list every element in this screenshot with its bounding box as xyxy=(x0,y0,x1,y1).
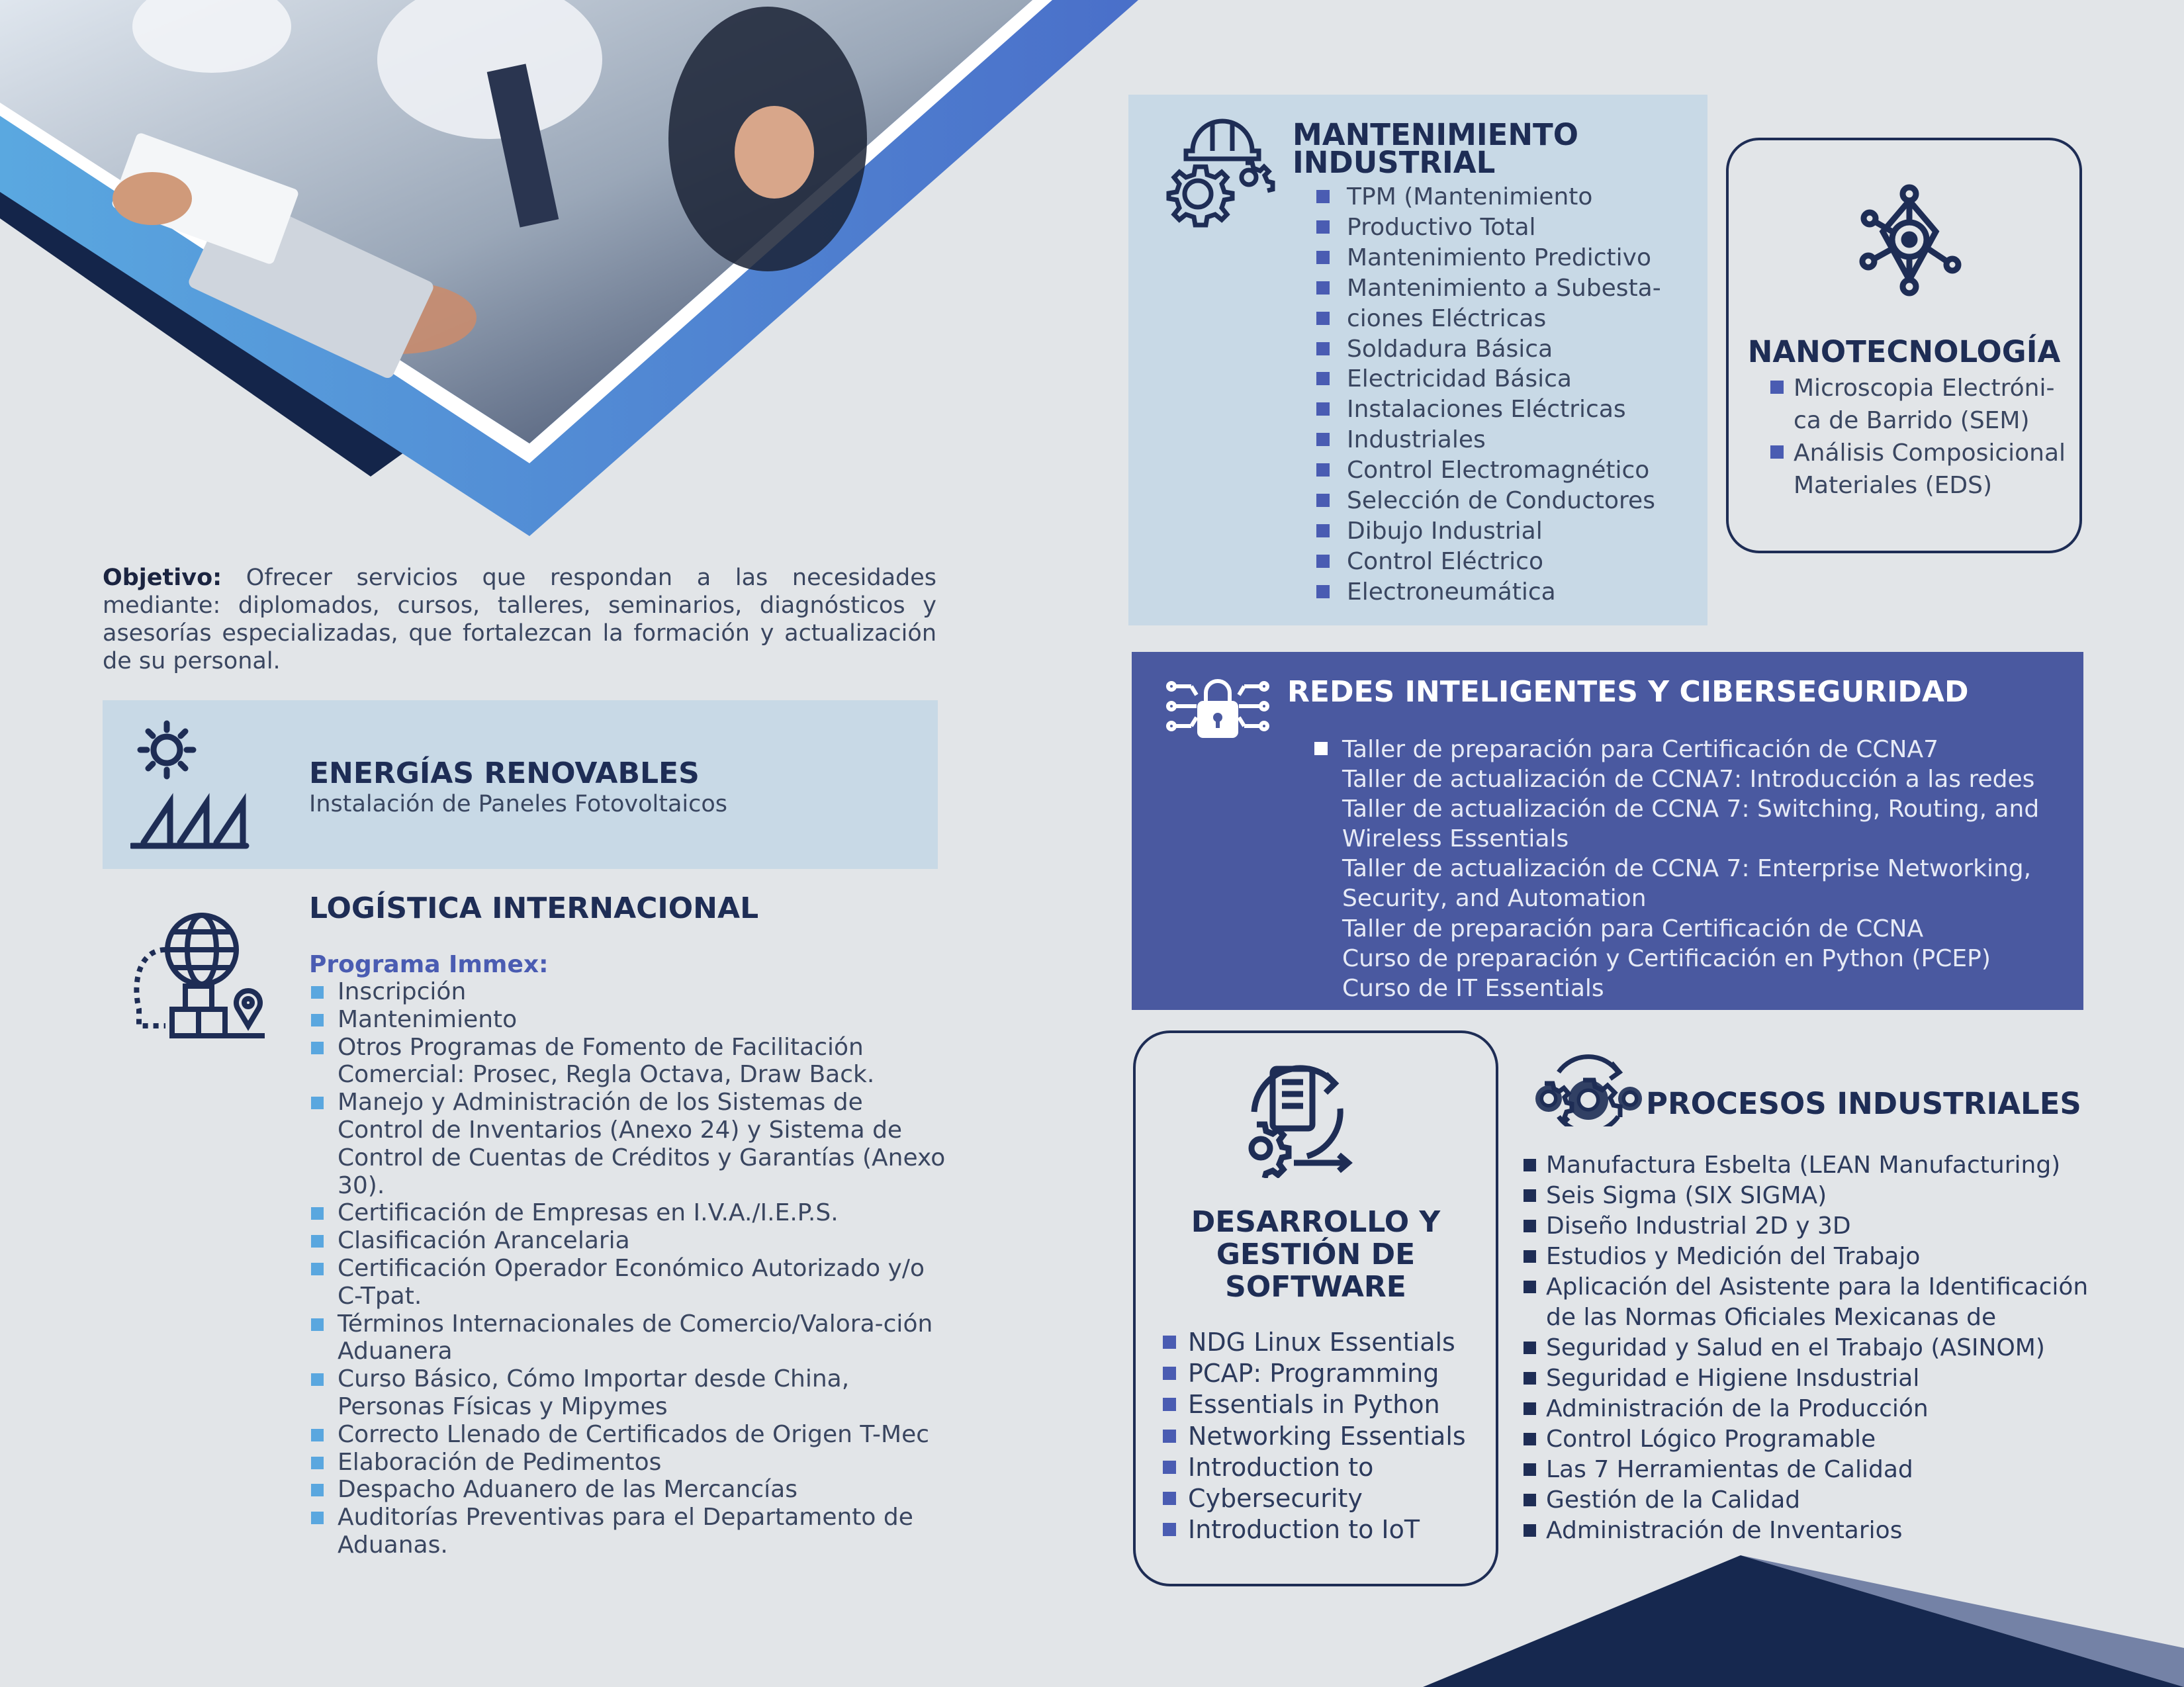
list-item: Networking Essentials xyxy=(1188,1421,1499,1452)
molecule-icon xyxy=(1856,182,1962,298)
helmet-gears-icon xyxy=(1166,111,1275,230)
list-item: Certificación de Empresas en I.V.A./I.E.P.S. xyxy=(311,1199,946,1227)
redes-title: REDES INTELIGENTES Y CIBERSEGURIDAD xyxy=(1287,675,1969,709)
list-item: de las Normas Oficiales Mexicanas de xyxy=(1546,1304,1997,1331)
list-item: Curso de IT Essentials xyxy=(1342,974,1604,1002)
header-photo-graphic xyxy=(0,0,1257,543)
procesos-list xyxy=(1546,1150,2089,1546)
list-item: Manufactura Esbelta (LEAN Manufacturing) xyxy=(1546,1150,2089,1181)
desarrollo-title-line1: DESARROLLO Y xyxy=(1191,1205,1441,1239)
list-item: Curso Básico, Cómo Importar desde China, Personas Físicas y Mipymes xyxy=(311,1365,946,1421)
list-item: Taller de preparación para Certificación de CCNA7 xyxy=(1342,735,2070,764)
list-item: Curso de preparación y Certificación en Python (PCEP) xyxy=(1342,944,1991,972)
list-item: Mantenimiento Predictivo xyxy=(1347,243,1704,273)
list-item: Introduction to IoT xyxy=(1188,1514,1499,1545)
list-item: Microscopia Electróni- xyxy=(1794,372,2078,404)
mantenimiento-title-line2: INDUSTRIAL xyxy=(1293,145,1496,180)
list-item: ciones Eléctricas xyxy=(1347,304,1704,334)
list-item: Seguridad e Higiene Insdustrial xyxy=(1546,1363,2089,1394)
list-item: ca de Barrido (SEM) xyxy=(1794,407,2030,434)
list-item: Diseño Industrial 2D y 3D xyxy=(1546,1211,2089,1242)
list-item: Control Lógico Programable xyxy=(1546,1424,2089,1455)
list-item: Dibujo Industrial xyxy=(1347,516,1704,547)
circuit-lock-icon xyxy=(1165,676,1271,739)
desarrollo-title-line2: GESTIÓN DE xyxy=(1216,1238,1416,1271)
list-item: Análisis Composicional xyxy=(1794,437,2078,469)
list-item: Selección de Conductores xyxy=(1347,486,1704,516)
list-item: Las 7 Herramientas de Calidad xyxy=(1546,1455,2089,1485)
objective-label: Objetivo: xyxy=(103,565,222,591)
redes-list xyxy=(1342,735,2070,1003)
energias-renovables-section xyxy=(103,700,938,869)
list-item: Control Eléctrico xyxy=(1347,547,1704,577)
desarrollo-title-line3: SOFTWARE xyxy=(1225,1270,1406,1304)
list-item: Correcto Llenado de Certificados de Origen T-Mec xyxy=(311,1421,946,1449)
programa-immex-label: Programa Immex: xyxy=(309,951,549,978)
list-item: Administración de la Producción xyxy=(1546,1394,2089,1424)
list-item: Industriales xyxy=(1347,425,1704,455)
procesos-title: PROCESOS INDUSTRIALES xyxy=(1646,1086,2081,1121)
nanotecnologia-list xyxy=(1794,372,2078,502)
list-item: Certificación Operador Económico Autorizado y/o C-Tpat. xyxy=(311,1255,946,1310)
desarrollo-list xyxy=(1188,1327,1499,1545)
mantenimiento-title-line1: MANTENIMIENTO xyxy=(1293,117,1578,152)
objective-paragraph xyxy=(103,564,936,675)
mantenimiento-list xyxy=(1347,182,1704,608)
list-item: Productivo Total xyxy=(1347,212,1704,243)
list-item: NDG Linux Essentials xyxy=(1188,1327,1499,1358)
globe-logistics-icon xyxy=(132,910,271,1046)
list-item: Control Electromagnético xyxy=(1347,455,1704,486)
desarrollo-title xyxy=(1133,1206,1498,1303)
list-item: Instalaciones Eléctricas xyxy=(1347,394,1704,425)
solar-panel-icon xyxy=(130,720,250,852)
list-item: Administración de Inventarios xyxy=(1546,1516,2089,1546)
list-item: Estudios y Medición del Trabajo xyxy=(1546,1242,2089,1272)
list-item: Seguridad y Salud en el Trabajo (ASINOM) xyxy=(1546,1333,2089,1363)
list-item: Inscripción xyxy=(311,978,946,1006)
list-item: Taller de actualización de CCNA7: Introducción a las redes xyxy=(1342,766,2035,794)
list-item: PCAP: Programming xyxy=(1188,1358,1499,1389)
list-item: Taller de actualización de CCNA 7: Enterprise Networking, xyxy=(1342,855,2032,883)
list-item: Security, and Automation xyxy=(1342,885,1647,913)
list-item: Wireless Essentials xyxy=(1342,825,1569,853)
energias-title: ENERGÍAS RENOVABLES xyxy=(309,756,700,790)
list-item: Seis Sigma (SIX SIGMA) xyxy=(1546,1181,2089,1211)
list-item: TPM (Mantenimiento xyxy=(1347,182,1704,212)
list-item: Términos Internacionales de Comercio/Valora-ción Aduanera xyxy=(311,1310,946,1366)
logistica-list xyxy=(338,978,946,1559)
list-item: Taller de preparación para Certificación de CCNA xyxy=(1342,915,1924,942)
list-item: Elaboración de Pedimentos xyxy=(311,1449,946,1477)
list-item: Aplicación del Asistente para la Identificación xyxy=(1546,1272,2089,1302)
list-item: Auditorías Preventivas para el Departamento de Aduanas. xyxy=(311,1504,946,1559)
nanotecnologia-title: NANOTECNOLOGÍA xyxy=(1747,334,2061,369)
bottom-decoration xyxy=(1423,1555,2184,1687)
gears-cycle-icon xyxy=(1532,1054,1645,1126)
list-item: Materiales (EDS) xyxy=(1794,472,1993,499)
list-item: Manejo y Administración de los Sistemas de Control de Inventarios (Anexo 24) y Sistema de Control de Cuentas de Créditos y Garantías (Anexo 30). xyxy=(311,1089,946,1199)
list-item: Electroneumática xyxy=(1347,577,1704,608)
list-item: Clasificación Arancelaria xyxy=(311,1227,946,1255)
software-cycle-icon xyxy=(1234,1049,1360,1178)
list-item: Mantenimiento xyxy=(311,1006,946,1034)
list-item: Essentials in Python xyxy=(1188,1389,1499,1420)
list-item: Cybersecurity xyxy=(1188,1483,1499,1514)
list-item: Electricidad Básica xyxy=(1347,364,1704,394)
list-item: Taller de actualización de CCNA 7: Switching, Routing, and xyxy=(1342,796,2040,823)
list-item: Mantenimiento a Subesta- xyxy=(1347,273,1704,304)
objective-text: Ofrecer servicios que respondan a las necesidades mediante: diplomados, cursos, talleres, seminarios, diagnósticos y asesorías especializadas, que fortalezcan la formación y actualización de su personal. xyxy=(103,565,936,674)
mantenimiento-title xyxy=(1293,117,1578,180)
list-item: Despacho Aduanero de las Mercancías xyxy=(311,1476,946,1504)
list-item: Gestión de la Calidad xyxy=(1546,1485,2089,1516)
list-item: Soldadura Básica xyxy=(1347,334,1704,365)
list-item: Otros Programas de Fomento de Facilitación Comercial: Prosec, Regla Octava, Draw Back. xyxy=(311,1034,946,1089)
list-item: Introduction to xyxy=(1188,1452,1499,1483)
logistica-title: LOGÍSTICA INTERNACIONAL xyxy=(309,891,759,925)
energias-subtitle: Instalación de Paneles Fotovoltaicos xyxy=(309,791,728,817)
